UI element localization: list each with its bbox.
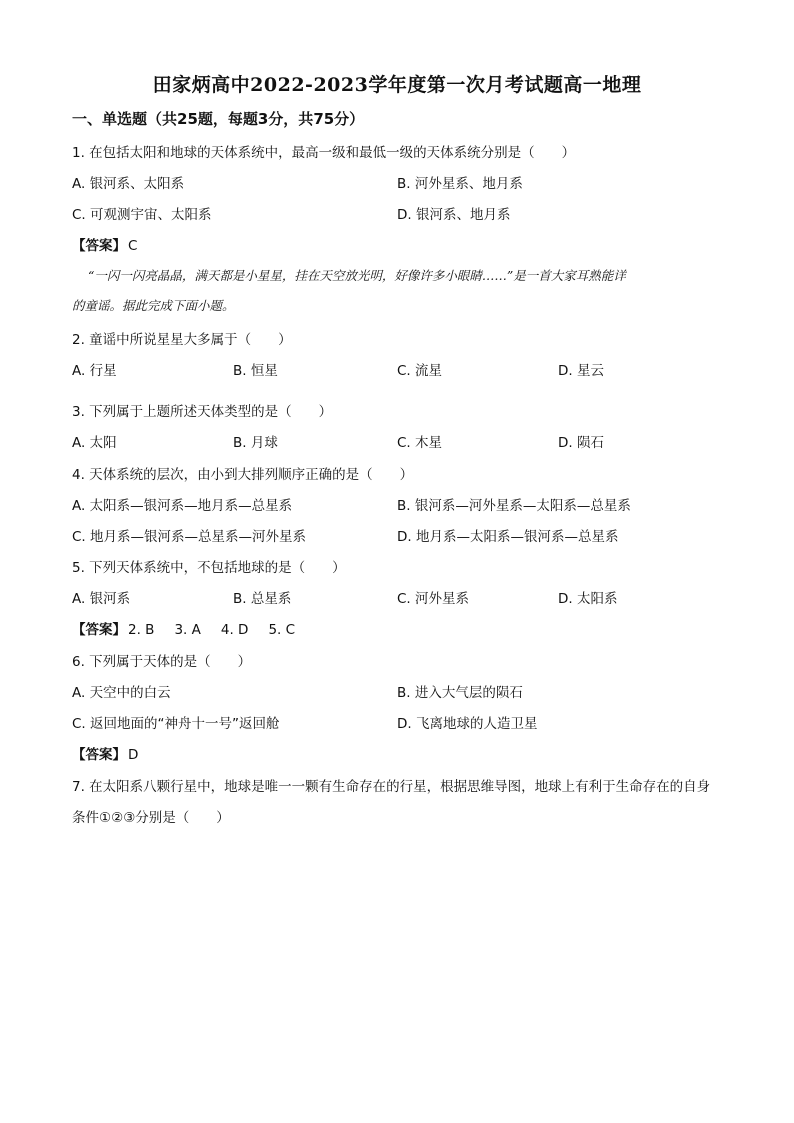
q1-option-b: B. 河外星系、地月系 — [397, 176, 523, 192]
q6-option-d: D. 飞离地球的人造卫星 — [397, 716, 538, 732]
section-heading: 一、单选题（共25题，每题3分，共75分） — [72, 110, 365, 128]
q3-option-d: D. 陨石 — [558, 435, 604, 451]
answer-value: C — [128, 238, 138, 254]
question-4-stem: 4. 天体系统的层次，由小到大排列顺序正确的是（ ） — [72, 467, 414, 483]
q2-option-b: B. 恒星 — [233, 363, 278, 379]
answer-tag: 【答案】 — [72, 747, 126, 763]
q1-option-a: A. 银河系、太阳系 — [72, 176, 185, 192]
q2-option-a: A. 行星 — [72, 363, 117, 379]
q3-option-c: C. 木星 — [397, 435, 443, 451]
q6-option-b: B. 进入大气层的陨石 — [397, 685, 523, 701]
material-line-2: 的童谣。据此完成下面小题。 — [72, 298, 235, 313]
q4-option-c: C. 地月系—银河系—总星系—河外星系 — [72, 529, 307, 545]
question-1-stem: 1. 在包括太阳和地球的天体系统中，最高一级和最低一级的天体系统分别是（ ） — [72, 145, 576, 161]
answer-5: 5. C — [268, 622, 296, 638]
q1-option-d: D. 银河系、地月系 — [397, 207, 511, 223]
q2-option-c: C. 流星 — [397, 363, 443, 379]
q1-option-c: C. 可观测宇宙、太阳系 — [72, 207, 212, 223]
q4-option-b: B. 银河系—河外星系—太阳系—总星系 — [397, 498, 631, 514]
q6-answer — [72, 743, 138, 763]
answers-2-5 — [72, 618, 295, 638]
answer-tag: 【答案】 — [72, 238, 126, 254]
question-2-stem: 2. 童谣中所说星星大多属于（ ） — [72, 332, 292, 348]
answer-4: 4. D — [220, 622, 249, 638]
q6-option-a: A. 天空中的白云 — [72, 685, 171, 701]
answer-3: 3. A — [174, 622, 201, 638]
q5-option-a: A. 银河系 — [72, 591, 131, 607]
q4-option-a: A. 太阳系—银河系—地月系—总星系 — [72, 498, 293, 514]
q5-option-d: D. 太阳系 — [558, 591, 618, 607]
question-7-line-1: 7. 在太阳系八颗行星中，地球是唯一一颗有生命存在的行星，根据思维导图，地球上有利于生命存在的自身 — [72, 779, 711, 795]
q3-option-b: B. 月球 — [233, 435, 278, 451]
q6-option-c: C. 返回地面的“神舟十一号”返回舱 — [72, 716, 280, 732]
q3-option-a: A. 太阳 — [72, 435, 117, 451]
answer-tag: 【答案】 — [72, 622, 126, 638]
q1-answer — [72, 234, 137, 254]
q2-option-d: D. 星云 — [558, 363, 604, 379]
answer-2: 2. B — [128, 622, 155, 638]
answer-value: D — [128, 747, 139, 763]
question-5-stem: 5. 下列天体系统中，不包括地球的是（ ） — [72, 560, 346, 576]
q4-option-d: D. 地月系—太阳系—银河系—总星系 — [397, 529, 619, 545]
question-6-stem: 6. 下列属于天体的是（ ） — [72, 654, 252, 670]
material-line-1: “一闪一闪亮晶晶，满天都是小星星，挂在天空放光明，好像许多小眼睛……”是一首大家耳熟能详 — [88, 268, 626, 283]
exam-title: 田家炳高中2022-2023学年度第一次月考试题高一地理 — [152, 74, 642, 96]
q5-option-c: C. 河外星系 — [397, 591, 470, 607]
question-3-stem: 3. 下列属于上题所述天体类型的是（ ） — [72, 404, 333, 420]
question-7-line-2: 条件①②③分别是（ ） — [72, 810, 230, 826]
q5-option-b: B. 总星系 — [233, 591, 292, 607]
